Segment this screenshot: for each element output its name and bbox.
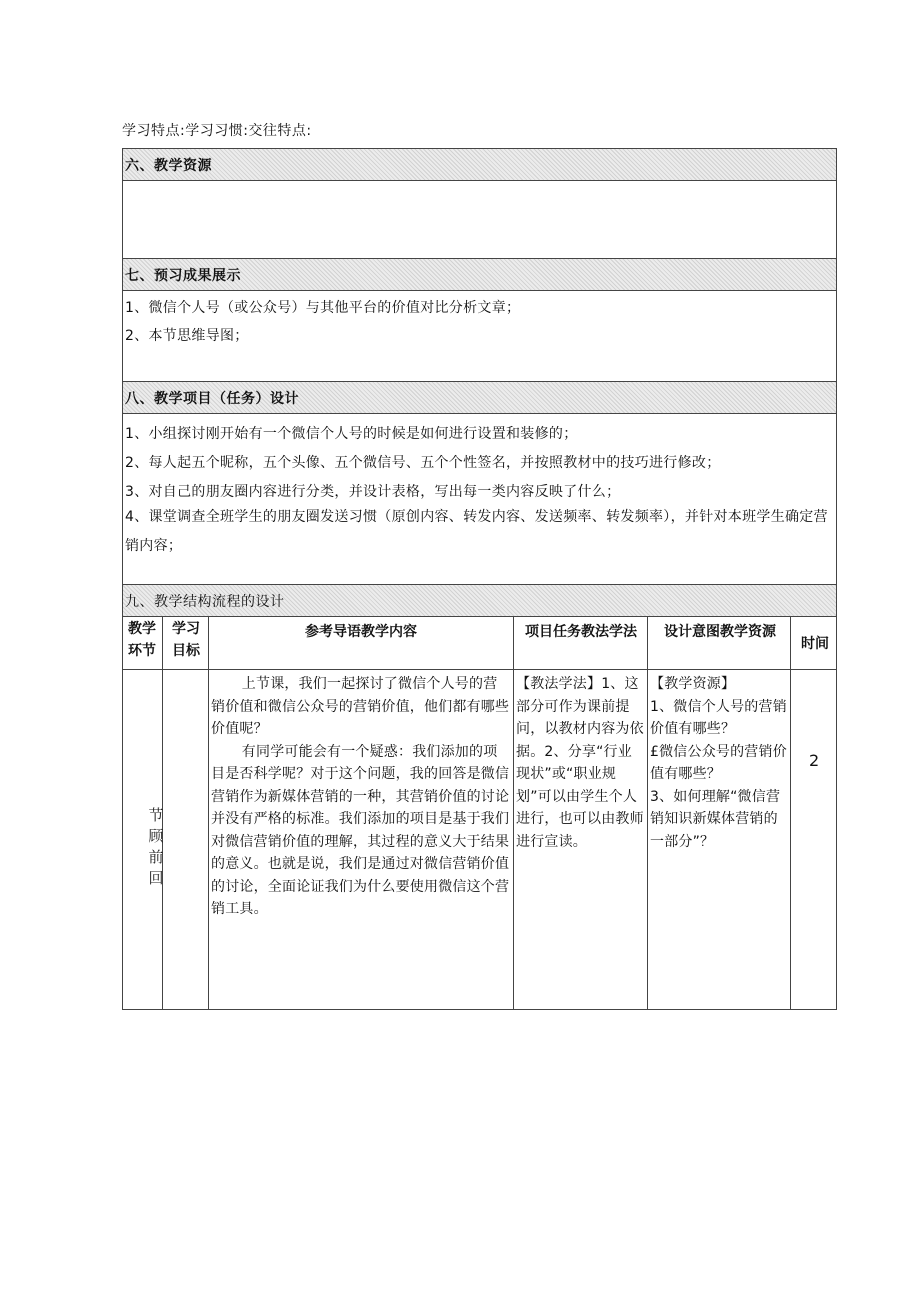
section-task-design bbox=[122, 381, 837, 585]
column-divider bbox=[790, 617, 791, 1009]
header-stage: 教学环节 bbox=[128, 621, 156, 659]
header-resource: 设计意图教学资源 bbox=[664, 624, 776, 640]
header-row-divider bbox=[123, 669, 836, 670]
section-preview-results bbox=[122, 258, 837, 382]
content-cell bbox=[211, 673, 511, 921]
header-time: 时间 bbox=[801, 636, 829, 652]
resource-item-3: 3、如何理解“微信营销知识新媒体营销的一部分”？ bbox=[650, 788, 781, 850]
column-divider bbox=[208, 617, 209, 1009]
section-header bbox=[123, 585, 836, 617]
section-teaching-resources bbox=[122, 148, 837, 259]
header-content: 参考导语教学内容 bbox=[305, 624, 417, 640]
section-title: 六、教学资源 bbox=[125, 158, 212, 174]
content-paragraph-2: 有同学可能会有一个疑惑：我们添加的项目是否科学呢？对于这个问题，我的回答是微信营销作为新媒体营销的一种，其营销价值的讨论并没有严格的标准。我们添加的项目是基于我们对微信营销价值的理解，其过程的意义大于结果的意义。也就是说，我们是通过对微信营销价值的讨论，全面论证我们为什么要使用微信这个营销工具。 bbox=[211, 743, 510, 917]
resource-cell bbox=[650, 673, 788, 853]
section-header bbox=[123, 259, 836, 291]
preview-item-1: 1、微信个人号（或公众号）与其他平台的价值对比分析文章； bbox=[125, 300, 521, 316]
content-paragraph-1: 上节课，我们一起探讨了微信个人号的营销价值和微信公众号的营销价值，他们都有哪些价值呢？ bbox=[211, 676, 510, 737]
section-teaching-flow bbox=[122, 584, 837, 1010]
time-value: 2 bbox=[809, 751, 820, 770]
task-item-2: 2、每人起五个昵称，五个头像、五个微信号、五个个性签名，并按照教材中的技巧进行修改； bbox=[125, 455, 721, 471]
section-header bbox=[123, 149, 836, 181]
preview-item-2: 2、本节思维导图； bbox=[125, 328, 249, 344]
stage-label: 节顾前回 bbox=[148, 806, 164, 887]
resource-title: 【教学资源】 bbox=[650, 676, 736, 692]
task-item-1: 1、小组探讨刚开始有一个微信个人号的时候是如何进行设置和装修的； bbox=[125, 426, 578, 442]
learning-traits-line: 学习特点:学习习惯:交往特点: bbox=[122, 123, 312, 139]
section-title: 八、教学项目（任务）设计 bbox=[125, 391, 299, 407]
method-cell: 【教法学法】1、这部分可作为课前提问，以教材内容为依据。2、分享“行业现状”或“职业规划”可以由学生个人进行，也可以由教师进行宣读。 bbox=[516, 676, 644, 850]
task-item-4: 4、课堂调查全班学生的朋友圈发送习惯（原创内容、转发内容、发送频率、转发频率），并针对本班学生确定营销内容； bbox=[125, 509, 828, 554]
header-method: 项目任务教法学法 bbox=[525, 624, 637, 640]
resource-item-1: 1、微信个人号的营销价值有哪些？ bbox=[650, 698, 787, 737]
column-divider bbox=[513, 617, 514, 1009]
section-title: 七、预习成果展示 bbox=[125, 268, 241, 284]
section-header bbox=[123, 382, 836, 414]
header-objective: 学习目标 bbox=[172, 621, 200, 659]
resource-item-2: £微信公众号的营销价值有哪些？ bbox=[650, 743, 787, 782]
column-divider bbox=[647, 617, 648, 1009]
task-item-3: 3、对自己的朋友圈内容进行分类，并设计表格，写出每一类内容反映了什么； bbox=[125, 484, 621, 500]
section-title: 九、教学结构流程的设计 bbox=[125, 594, 285, 610]
